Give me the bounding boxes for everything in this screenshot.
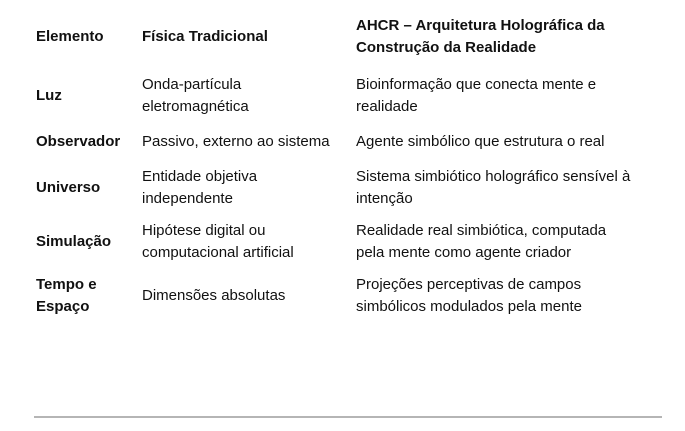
traditional-cell: [142, 166, 356, 210]
traditional-line: Hipótese digital ou: [142, 222, 266, 239]
table-row-observador: [36, 127, 666, 157]
element-line: Espaço: [36, 298, 90, 315]
traditional-line: Dimensões absolutas: [142, 287, 286, 304]
ahcr-cell: [356, 166, 666, 210]
ahcr-cell: [356, 220, 666, 264]
header-ahcr: [356, 15, 666, 59]
ahcr-line: pela mente como agente criador: [356, 244, 572, 261]
ahcr-cell: [356, 131, 666, 153]
traditional-line: independente: [142, 190, 233, 207]
ahcr-cell: [356, 274, 666, 318]
table-row-tempo-espaco: [36, 273, 666, 319]
table-row-luz: [36, 69, 666, 123]
ahcr-line: intenção: [356, 190, 413, 207]
header-ahcr-line2: Construção da Realidade: [356, 39, 537, 56]
traditional-cell: [142, 285, 356, 307]
ahcr-line: Sistema simbiótico holográfico sensível à: [356, 168, 631, 185]
element-cell: Luz: [36, 87, 62, 104]
traditional-line: Passivo, externo ao sistema: [142, 133, 330, 150]
element-cell: Simulação: [36, 233, 112, 250]
ahcr-line: simbólicos modulados pela mente: [356, 298, 582, 315]
ahcr-line: realidade: [356, 98, 418, 115]
ahcr-line: Bioinformação que conecta mente e: [356, 76, 597, 93]
traditional-cell: [142, 131, 356, 153]
traditional-cell: [142, 220, 356, 264]
table-row-universo: [36, 165, 666, 211]
element-cell: Universo: [36, 179, 101, 196]
comparison-table: [36, 14, 666, 319]
section-divider: [34, 416, 662, 418]
traditional-cell: [142, 74, 356, 118]
header-ahcr-line1: AHCR – Arquitetura Holográfica da: [356, 17, 605, 34]
traditional-line: Entidade objetiva: [142, 168, 258, 185]
header-fisica-tradicional: Física Tradicional: [142, 28, 268, 45]
ahcr-cell: [356, 74, 666, 118]
ahcr-line: Realidade real simbiótica, computada: [356, 222, 607, 239]
header-elemento: Elemento: [36, 28, 104, 45]
ahcr-line: Agente simbólico que estrutura o real: [356, 133, 605, 150]
traditional-line: Onda-partícula: [142, 76, 242, 93]
traditional-line: eletromagnética: [142, 98, 249, 115]
element-cell: Observador: [36, 133, 121, 150]
element-line: Tempo e: [36, 276, 97, 293]
element-cell: [36, 274, 142, 318]
ahcr-line: Projeções perceptivas de campos: [356, 276, 582, 293]
table-header-row: [36, 14, 666, 60]
traditional-line: computacional artificial: [142, 244, 294, 261]
table-row-simulacao: [36, 219, 666, 265]
